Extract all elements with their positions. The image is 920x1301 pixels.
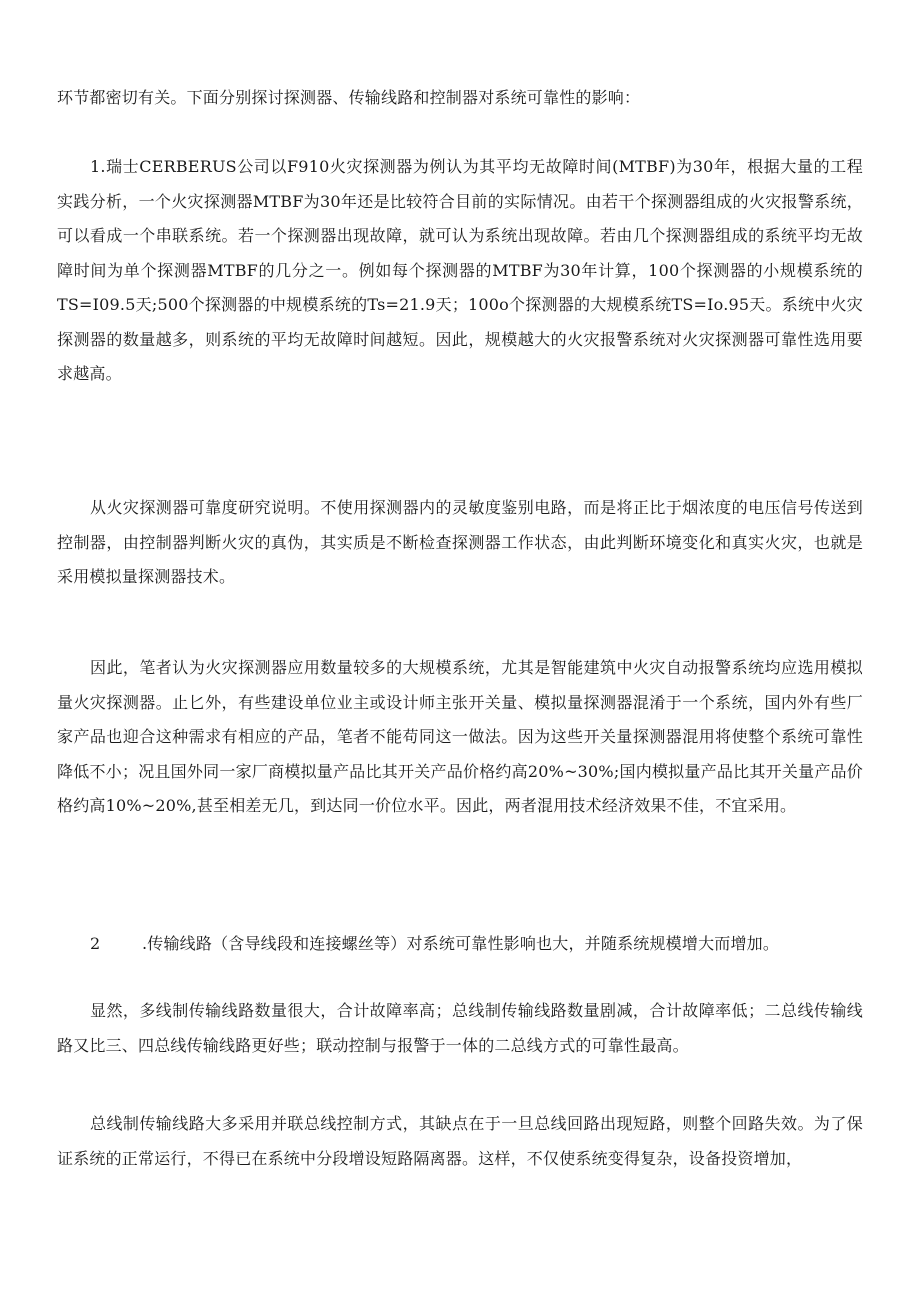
paragraph-bus-line-comparison: 显然，多线制传输线路数量很大，合计故障率高；总线制传输线路数量剧减，合计故障率低；二总线传输线路又比三、四总线传输线路更好些；联动控制与报警于一体的二总线方式的可靠性最高。 bbox=[57, 1001, 863, 1055]
paragraph-1-detector-reliability: 1.瑞士CERBERUS公司以F910火灾探测器为例认为其平均无故障时间(MTBF)为30年，根据大量的工程实践分析，一个火灾探测器MTBF为30年还是比较符合目前的实际情况。由若干个探测器组成的火灾报警系统，可以看成一个串联系统。若一个探测器出现故障，就可认为系统出现故障。若由几个探测器组成的系统平均无故障时间为单个探测器MTBF的几分之一。例如每个探测器的MTBF为30年计算，100个探测器的小规模系统的TS=I09.5天;500个探测器的中规模系统的Ts=21.9天；100o个探测器的大规模系统TS=Io.95天。系统中火灾探测器的数量越多，则系统的平均无故障时间越短。因此，规模越大的火灾报警系统对火灾探测器可靠性选用要求越高。 bbox=[57, 157, 863, 383]
section-2-text: .传输线路（含导线段和连接螺丝等）对系统可靠性影响也大，并随系统规模增大而增加。 bbox=[142, 934, 780, 953]
paragraph-mixed-detector-recommendation: 因此，笔者认为火灾探测器应用数量较多的大规模系统，尤其是智能建筑中火灾自动报警系统均应选用模拟量火灾探测器。止匕外，有些建设单位业主或设计师主张开关量、模拟量探测器混淆于一个系统，国内外有些厂家产品也迎合这种需求有相应的产品，笔者不能苟同这一做法。因为这些开关量探测器混用将使整个系统可靠性降低不小；况且国外同一家厂商模拟量产品比其开关产品价格约高20%~30%;国内模拟量产品比其开关量产品价格约高10%~20%,甚至相差无几，到达同一价位水平。因此，两者混用技术经济效果不佳，不宜采用。 bbox=[57, 658, 863, 815]
paragraph-parallel-bus-drawback: 总线制传输线路大多采用并联总线控制方式，其缺点在于一旦总线回路出现短路，则整个回路失效。为了保证系统的正常运行，不得已在系统中分段增设短路隔离器。这样，不仅使系统变得复杂，设备投资增加， bbox=[57, 1114, 863, 1168]
paragraph-analog-detector-technology: 从火灾探测器可靠度研究说明。不使用探测器内的灵敏度鉴别电路，而是将正比于烟浓度的电压信号传送到控制器，由控制器判断火灾的真伪，其实质是不断检查探测器工作状态，由此判断环境变化和真实火灾，也就是采用模拟量探测器技术。 bbox=[57, 498, 863, 586]
paragraph-2-transmission-lines bbox=[57, 927, 863, 962]
intro-paragraph: 环节都密切有关。下面分别探讨探测器、传输线路和控制器对系统可靠性的影响： bbox=[57, 88, 641, 107]
section-number: 2 bbox=[90, 934, 101, 953]
